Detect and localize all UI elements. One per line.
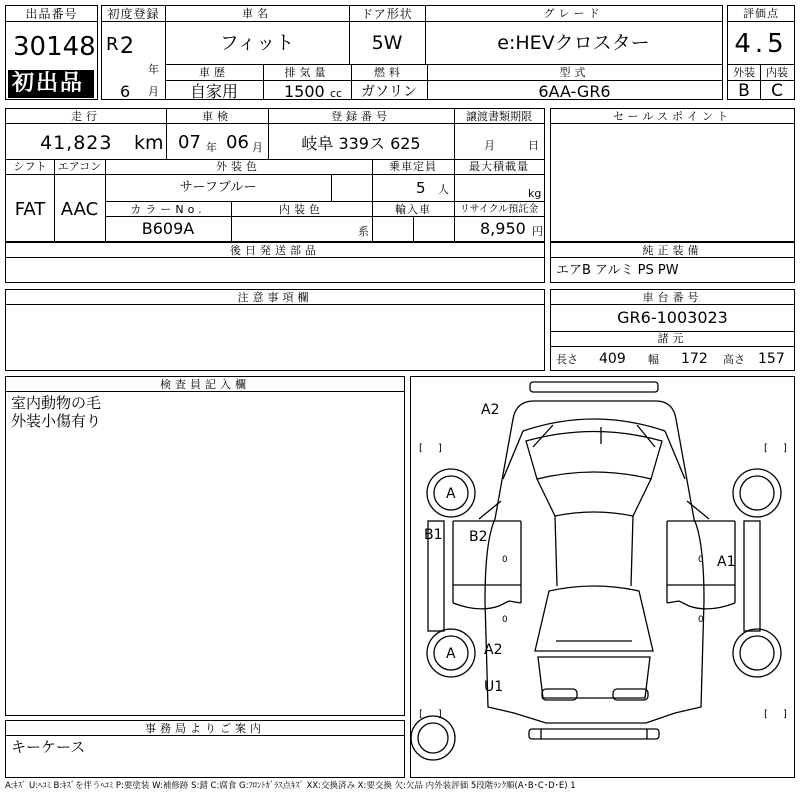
era: R: [106, 34, 119, 55]
notes-box: [5, 289, 545, 371]
insp-month: 06: [226, 132, 249, 153]
month-unit: 月: [148, 85, 159, 98]
sales-points-label: セールスポイント: [612, 110, 732, 123]
later-parts-label: 後日発送部品: [230, 244, 320, 257]
ac-label: エアコン: [57, 160, 102, 173]
transfer-month-unit: 月: [484, 139, 495, 152]
svg-text:]: ]: [783, 709, 787, 720]
car-name: フィット: [219, 32, 295, 54]
history-label: 車歴: [199, 66, 229, 79]
recycle-amount: 8,950: [480, 219, 526, 238]
lot-number-box: [5, 5, 98, 100]
header-grid: [101, 5, 723, 100]
color-no-label: カラーNo.: [130, 203, 206, 216]
damage-legend: A:ｷｽﾞ U:ﾍｺﾐ B:ｷｽﾞを伴うﾍｺﾐ P:要塗装 W:補修跡 S:錆 C:腐食 G:ﾌﾛﾝﾄｶﾞﾗｽ点ｷｽﾞ XX:交換済み X:要交換 欠:欠品 内外装評価 5段階ﾗﾝｸ順(A･B･C･D･E) 1: [5, 781, 576, 791]
genuine-equipment-box: [550, 242, 795, 283]
mileage-label: 走行: [71, 110, 101, 123]
displacement: 1500: [284, 82, 325, 101]
door-shape: 5W: [371, 32, 403, 54]
first-listing-text: 初出品: [12, 71, 85, 96]
recycle-unit: 円: [532, 225, 543, 238]
mileage-unit: km: [134, 132, 164, 154]
chassis-box: [550, 289, 795, 371]
year-unit: 年: [148, 63, 159, 76]
recycle-label: リサイクル預託金: [459, 204, 539, 215]
office-label: 事務局よりご案内: [145, 722, 265, 735]
height-label: 高さ: [723, 353, 745, 366]
color-no: B609A: [141, 219, 195, 238]
import-label: 輸入車: [395, 203, 431, 216]
inspector-box: [5, 376, 405, 716]
capacity-unit: 人: [438, 183, 449, 196]
mark-left-front-door2: B2: [469, 529, 488, 545]
width: 172: [681, 351, 708, 367]
mileage: 41,823: [40, 132, 113, 154]
insp-year: 07: [178, 132, 201, 153]
first-reg-label: 初度登録: [107, 7, 160, 21]
sales-points-box: [550, 108, 795, 242]
model: 6AA-GR6: [538, 82, 611, 101]
ext-color-label: 外装色: [216, 160, 261, 173]
insp-month-unit: 月: [252, 141, 263, 154]
fuel: ガソリン: [361, 84, 417, 100]
interior-label: 内装: [766, 66, 788, 79]
chassis-label: 車台番号: [642, 291, 703, 304]
mark-left-front-wheel: A: [446, 486, 456, 502]
zero-mark-left-front: 0: [502, 555, 508, 565]
transfer-day-unit: 日: [528, 139, 539, 152]
shift: FAT: [14, 199, 46, 220]
ext-color: サーフブルー: [179, 180, 257, 195]
capacity: 5: [416, 179, 426, 197]
first-listing-badge: [8, 70, 94, 98]
genuine-equipment: エアB アルミ PS PW: [556, 263, 679, 278]
notes-label: 注意事項欄: [237, 291, 313, 304]
height: 157: [758, 351, 785, 367]
lot-number-label: 出品番号: [25, 7, 78, 21]
office-note: キーケース: [11, 738, 86, 756]
svg-text:[: [: [419, 709, 423, 720]
displacement-label: 排気量: [284, 66, 330, 79]
later-parts-box: [5, 242, 545, 283]
mark-front: A2: [481, 402, 500, 418]
score-box: [727, 5, 795, 100]
vehicle-condition-diagram: [411, 377, 794, 777]
exterior-label: 外装: [733, 66, 755, 79]
inspector-label: 検査員記入欄: [160, 378, 250, 391]
svg-text:[: [: [764, 443, 768, 454]
svg-text:[: [: [419, 443, 423, 454]
zero-mark-right-rear: 0: [698, 615, 704, 625]
svg-text:]: ]: [783, 443, 787, 454]
inspector-note-1: 室内動物の毛: [11, 394, 102, 412]
transfer-label: 譲渡書類期限: [466, 110, 532, 123]
svg-text:]: ]: [438, 709, 442, 720]
model-label: 型式: [559, 66, 590, 79]
grade-label: グレード: [543, 7, 604, 20]
lot-number: 30148: [13, 32, 96, 62]
grade: e:HEVクロスター: [497, 32, 650, 54]
mark-left-rear-wheel: A: [446, 646, 456, 662]
vehicle-diagram-box: [410, 376, 795, 778]
mark-rear-bumper: U1: [484, 679, 504, 695]
vehicle-info-grid: [5, 108, 545, 242]
svg-text:]: ]: [438, 443, 442, 454]
plate-number: 岐阜 339ス 625: [301, 134, 421, 153]
width-label: 幅: [648, 353, 659, 366]
plate-label: 登録番号: [331, 110, 391, 123]
inspection-label: 車検: [202, 110, 232, 123]
displacement-unit: cc: [330, 87, 343, 100]
svg-text:[: [: [764, 709, 768, 720]
fuel-label: 燃料: [374, 66, 404, 79]
mark-left-front-door: B1: [424, 527, 443, 543]
max-load-label: 最大積載量: [469, 160, 529, 173]
int-color-unit: 系: [358, 225, 369, 238]
chassis-number: GR6-1003023: [617, 308, 728, 327]
genuine-equipment-label: 純正装備: [642, 244, 703, 257]
int-color-label: 内装色: [279, 203, 324, 216]
dimensions-label: 諸元: [657, 332, 688, 345]
door-label: ドア形状: [361, 7, 413, 21]
interior-grade: C: [771, 81, 783, 101]
ac: AAC: [60, 199, 99, 220]
office-box: [5, 720, 405, 778]
mark-right-rear-door: A1: [717, 554, 736, 570]
zero-mark-right-front: 0: [698, 555, 704, 565]
length-label: 長さ: [556, 353, 578, 366]
max-load-unit: kg: [528, 187, 542, 200]
inspector-note-2: 外装小傷有り: [11, 412, 102, 430]
length: 409: [599, 351, 626, 367]
score: 4.5: [734, 29, 788, 59]
score-label: 評価点: [743, 7, 779, 20]
zero-mark-left-rear: 0: [502, 615, 508, 625]
insp-year-unit: 年: [206, 141, 217, 154]
reg-month: 6: [120, 82, 131, 101]
car-name-label: 車名: [242, 7, 272, 20]
history: 自家用: [189, 82, 238, 101]
shift-label: シフト: [13, 160, 47, 173]
reg-year: 2: [120, 34, 134, 59]
capacity-label: 乗車定員: [389, 160, 437, 173]
mark-left-rear-quarter: A2: [484, 642, 503, 658]
exterior-grade: B: [738, 81, 750, 101]
